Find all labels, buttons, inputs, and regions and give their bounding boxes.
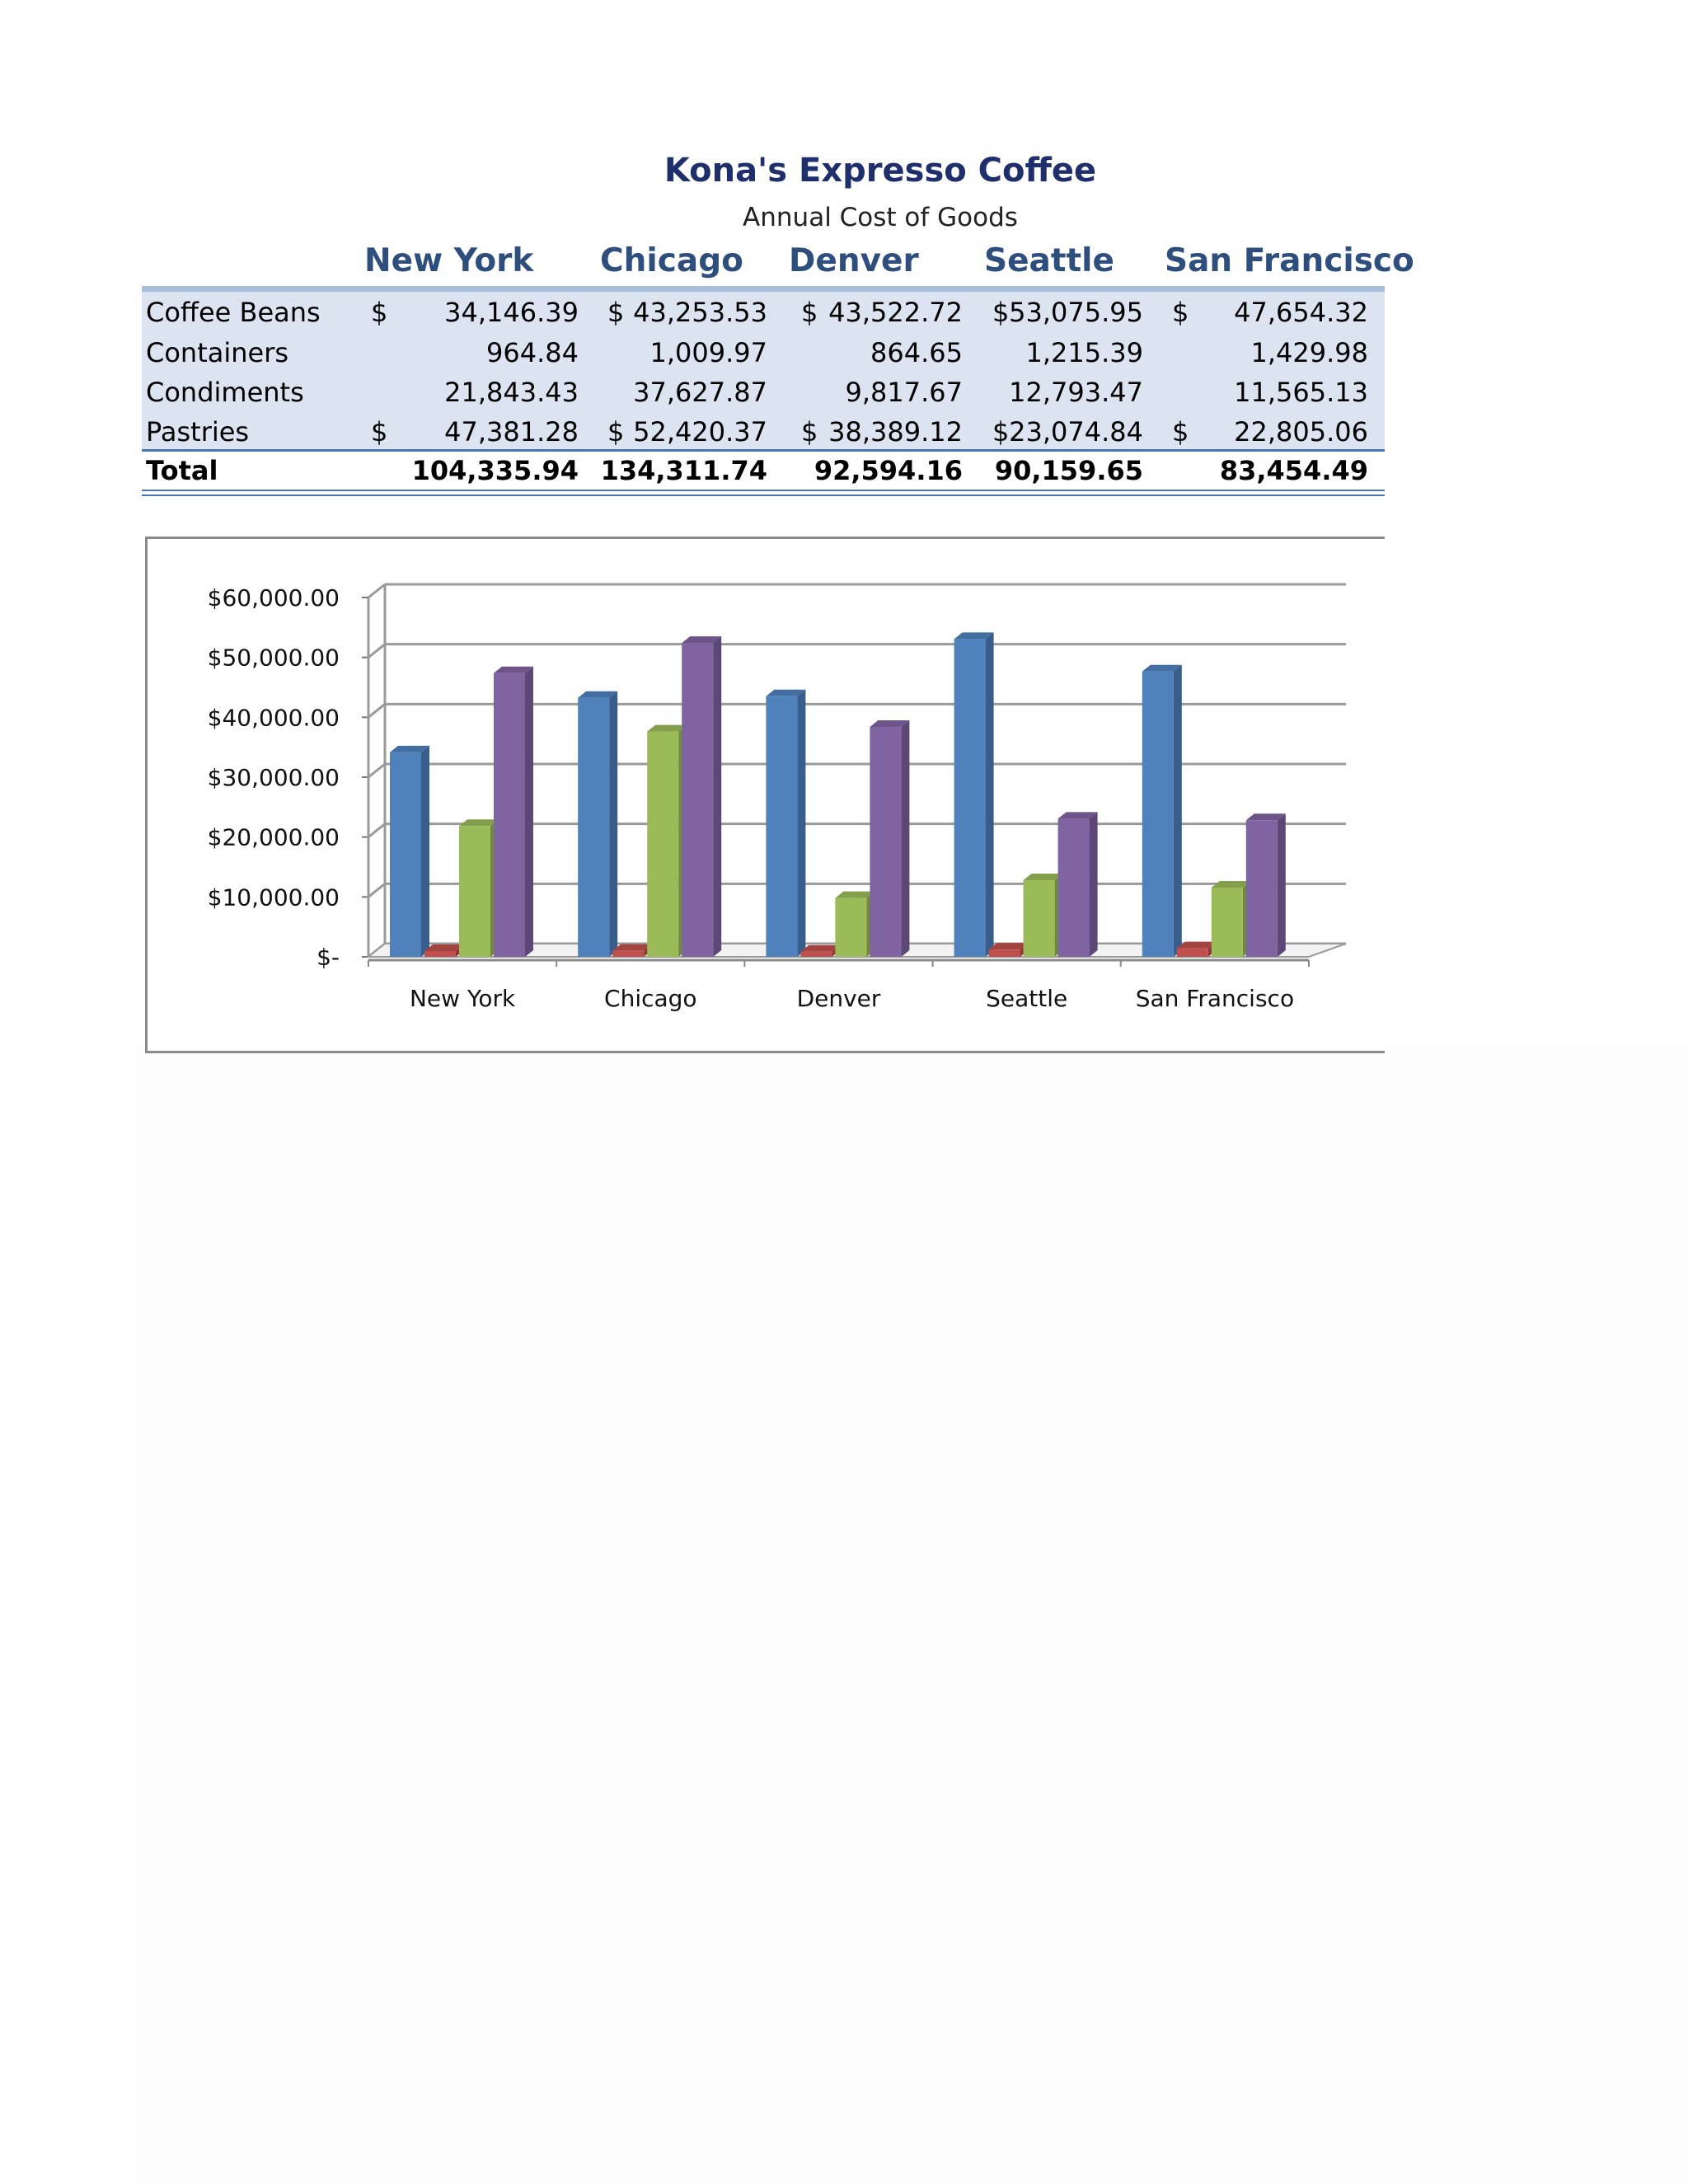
bar-side <box>609 691 617 957</box>
bar-side <box>1278 813 1286 957</box>
cell-seattle: 1,215.39 <box>1025 337 1143 368</box>
y-tick-label: $- <box>316 944 340 971</box>
cell-seattle: 53,075.95 <box>1009 297 1143 328</box>
gridline-side <box>368 883 385 897</box>
cell-denver: 38,389.12 <box>828 416 963 448</box>
bar <box>1246 820 1278 957</box>
bar <box>1212 888 1243 957</box>
bar-side <box>525 667 533 957</box>
currency-symbol: $ <box>607 416 625 448</box>
row-label: Condiments <box>146 377 304 408</box>
gridline-side <box>368 764 385 777</box>
currency-symbol: $ <box>801 297 818 328</box>
y-tick-label: $10,000.00 <box>207 883 340 912</box>
bar <box>612 951 644 957</box>
cell-chicago: 37,627.87 <box>633 377 767 408</box>
bar <box>989 949 1020 957</box>
bar-side <box>901 720 909 957</box>
currency-symbol: $ <box>607 297 625 328</box>
x-tick-label: Seattle <box>986 985 1068 1012</box>
table-row-condiments <box>142 373 1385 413</box>
bar <box>954 639 986 957</box>
bar <box>1177 949 1208 957</box>
y-tick-label: $20,000.00 <box>207 823 340 851</box>
total-top-rule <box>142 449 1385 452</box>
bar <box>424 951 456 957</box>
table-row-pastries <box>142 413 1385 452</box>
cell-san-francisco: 22,805.06 <box>1234 416 1368 448</box>
gridline-side <box>368 704 385 717</box>
cell-seattle: 23,074.84 <box>1009 416 1143 448</box>
cell-denver: 9,817.67 <box>845 377 963 408</box>
table-row-containers <box>142 334 1385 373</box>
cell-san-francisco: 47,654.32 <box>1234 297 1368 328</box>
currency-symbol: $ <box>992 416 1010 448</box>
bar <box>800 952 832 957</box>
row-label: Containers <box>146 337 289 368</box>
bar <box>835 898 866 957</box>
bar-side <box>1090 812 1098 957</box>
x-tick-label: Chicago <box>604 985 697 1012</box>
bar <box>1142 672 1174 957</box>
total-double-rule-1 <box>142 490 1385 491</box>
currency-symbol: $ <box>801 416 818 448</box>
bar <box>647 732 678 957</box>
x-tick-label: San Francisco <box>1135 985 1295 1012</box>
cell-seattle: 12,793.47 <box>1009 377 1143 408</box>
column-header-seattle: Seattle <box>984 242 1114 279</box>
bar-side <box>986 632 994 957</box>
column-header-chicago: Chicago <box>600 242 743 279</box>
x-tick-label: New York <box>409 985 516 1012</box>
gridline-side <box>368 824 385 837</box>
column-header-san-francisco: San Francisco <box>1165 242 1414 279</box>
cell-new-york: 21,843.43 <box>444 377 579 408</box>
total-label: Total <box>146 455 218 486</box>
currency-symbol: $ <box>371 297 388 328</box>
total-double-rule-2 <box>142 494 1385 496</box>
table-row-coffee-beans <box>142 293 1385 333</box>
bar <box>459 826 490 957</box>
bar-side <box>421 746 429 957</box>
cell-chicago: 52,420.37 <box>633 416 767 448</box>
table-row-total <box>142 452 1385 491</box>
cell-new-york: 34,146.39 <box>444 297 579 328</box>
bar-side <box>1174 665 1182 957</box>
bar <box>870 727 901 957</box>
bar <box>1024 880 1055 957</box>
currency-symbol: $ <box>371 416 388 448</box>
x-tick-label: Denver <box>796 985 881 1012</box>
y-tick-label: $30,000.00 <box>207 764 340 791</box>
bar <box>1058 818 1090 957</box>
y-tick-label: $50,000.00 <box>207 644 340 672</box>
currency-symbol: $ <box>1172 297 1189 328</box>
bar-side <box>797 690 805 957</box>
total-denver: 92,594.16 <box>814 455 963 486</box>
gridline-side <box>368 584 385 598</box>
cell-chicago: 43,253.53 <box>633 297 767 328</box>
cell-denver: 43,522.72 <box>828 297 963 328</box>
currency-symbol: $ <box>992 297 1010 328</box>
cell-san-francisco: 11,565.13 <box>1234 377 1368 408</box>
cell-new-york: 47,381.28 <box>444 416 579 448</box>
header-rule <box>142 286 1385 292</box>
bar <box>682 643 713 957</box>
y-tick-label: $60,000.00 <box>207 584 340 612</box>
bar-side <box>713 636 721 957</box>
row-label: Coffee Beans <box>146 297 321 328</box>
cost-of-goods-chart <box>145 537 1385 1053</box>
currency-symbol: $ <box>1172 416 1189 448</box>
cell-denver: 864.65 <box>870 337 963 368</box>
gridline-side <box>368 644 385 658</box>
document-subtitle: Annual Cost of Goods <box>743 203 1018 232</box>
total-new-york: 104,335.94 <box>411 455 579 486</box>
bar <box>390 752 421 957</box>
y-tick-label: $40,000.00 <box>207 704 340 732</box>
row-label: Pastries <box>146 416 250 448</box>
total-san-francisco: 83,454.49 <box>1219 455 1368 486</box>
total-chicago: 134,311.74 <box>600 455 767 486</box>
bar <box>766 696 797 957</box>
cell-san-francisco: 1,429.98 <box>1250 337 1368 368</box>
cell-new-york: 964.84 <box>486 337 579 368</box>
page-background <box>136 1047 1688 2184</box>
cell-chicago: 1,009.97 <box>649 337 767 368</box>
bar <box>494 673 525 957</box>
total-seattle: 90,159.65 <box>994 455 1143 486</box>
column-header-denver: Denver <box>789 242 919 279</box>
document-title: Kona's Expresso Coffee <box>663 152 1097 190</box>
column-header-new-york: New York <box>364 242 534 279</box>
bar <box>578 698 609 957</box>
